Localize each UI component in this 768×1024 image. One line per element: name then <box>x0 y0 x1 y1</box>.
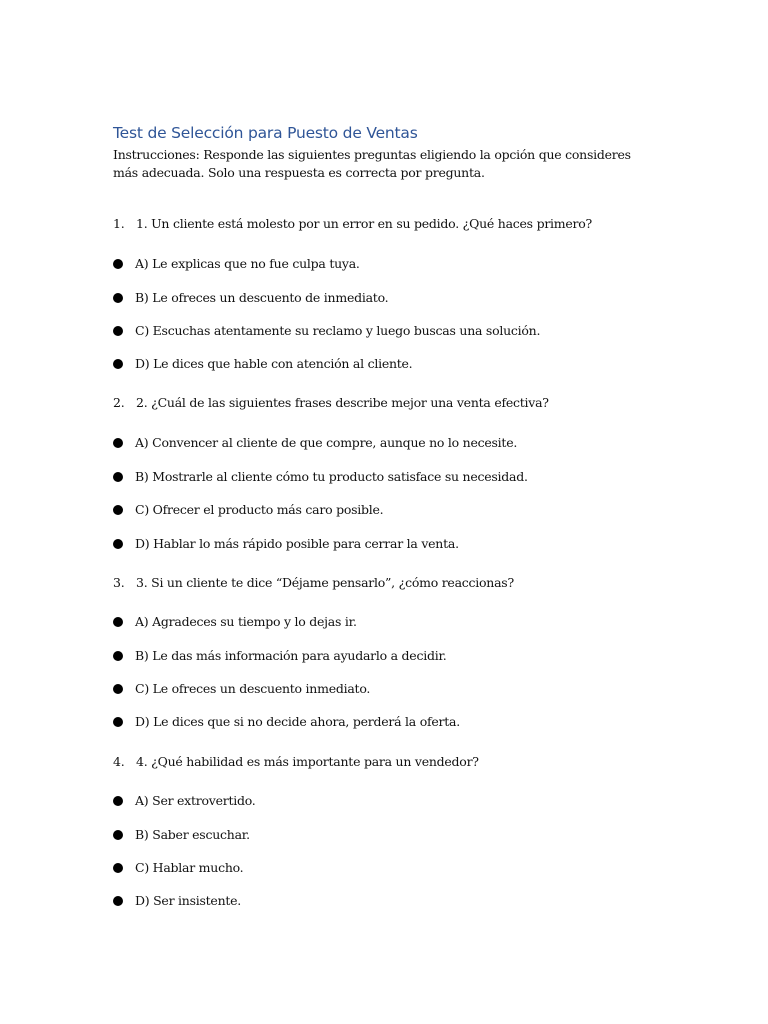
option-text: C) Hablar mucho. <box>135 860 244 875</box>
option-4c <box>113 860 243 875</box>
page-title: Test de Selección para Puesto de Ventas <box>113 124 418 142</box>
question-text: 3. Si un cliente te dice “Déjame pensarlo”, ¿cómo reaccionas? <box>136 575 514 590</box>
option-text: D) Ser insistente. <box>135 893 242 908</box>
question-number: 3. <box>113 575 125 590</box>
option-4b <box>113 827 250 842</box>
bullet-icon <box>113 651 123 661</box>
option-3c <box>113 681 370 696</box>
bullet-icon <box>113 717 123 727</box>
option-2d <box>113 536 459 551</box>
bullet-icon <box>113 438 123 448</box>
option-text: C) Ofrecer el producto más caro posible. <box>135 502 384 517</box>
question-4 <box>113 754 479 769</box>
instructions-text: Instrucciones: Responde las siguientes preguntas eligiendo la opción que consideres más adecuada. Solo una respuesta es correcta por pregunta. <box>113 147 631 180</box>
bullet-icon <box>113 539 123 549</box>
option-3b <box>113 648 447 663</box>
option-4d <box>113 893 241 908</box>
question-text: 2. ¿Cuál de las siguientes frases describe mejor una venta efectiva? <box>136 395 549 410</box>
option-2a <box>113 435 517 450</box>
question-number: 4. <box>113 754 125 769</box>
option-1b <box>113 290 388 305</box>
bullet-icon <box>113 796 123 806</box>
bullet-icon <box>113 326 123 336</box>
bullet-icon <box>113 472 123 482</box>
bullet-icon <box>113 863 123 873</box>
bullet-icon <box>113 684 123 694</box>
question-3 <box>113 575 514 590</box>
option-text: B) Le das más información para ayudarlo a decidir. <box>135 648 447 663</box>
option-3d <box>113 714 460 729</box>
option-2c <box>113 502 383 517</box>
bullet-icon <box>113 259 123 269</box>
option-2b <box>113 469 528 484</box>
question-text: 1. Un cliente está molesto por un error en su pedido. ¿Qué haces primero? <box>136 216 592 231</box>
option-text: A) Le explicas que no fue culpa tuya. <box>135 256 360 271</box>
option-4a <box>113 793 256 808</box>
option-text: B) Mostrarle al cliente cómo tu producto satisface su necesidad. <box>135 469 528 484</box>
bullet-icon <box>113 617 123 627</box>
question-1 <box>113 216 592 231</box>
bullet-icon <box>113 359 123 369</box>
option-1a <box>113 256 360 271</box>
question-2 <box>113 395 549 410</box>
option-text: C) Escuchas atentamente su reclamo y luego buscas una solución. <box>135 323 541 338</box>
question-number: 2. <box>113 395 125 410</box>
bullet-icon <box>113 896 123 906</box>
option-text: A) Ser extrovertido. <box>135 793 256 808</box>
option-text: A) Agradeces su tiempo y lo dejas ir. <box>135 614 357 629</box>
option-text: B) Le ofreces un descuento de inmediato. <box>135 290 389 305</box>
option-1c <box>113 323 540 338</box>
bullet-icon <box>113 293 123 303</box>
option-text: C) Le ofreces un descuento inmediato. <box>135 681 371 696</box>
bullet-icon <box>113 830 123 840</box>
question-text: 4. ¿Qué habilidad es más importante para un vendedor? <box>136 754 479 769</box>
option-text: D) Hablar lo más rápido posible para cerrar la venta. <box>135 536 459 551</box>
option-text: A) Convencer al cliente de que compre, aunque no lo necesite. <box>135 435 518 450</box>
option-text: D) Le dices que hable con atención al cliente. <box>135 356 413 371</box>
option-3a <box>113 614 357 629</box>
bullet-icon <box>113 505 123 515</box>
option-text: B) Saber escuchar. <box>135 827 250 842</box>
question-number: 1. <box>113 216 125 231</box>
option-1d <box>113 356 412 371</box>
option-text: D) Le dices que si no decide ahora, perderá la oferta. <box>135 714 460 729</box>
